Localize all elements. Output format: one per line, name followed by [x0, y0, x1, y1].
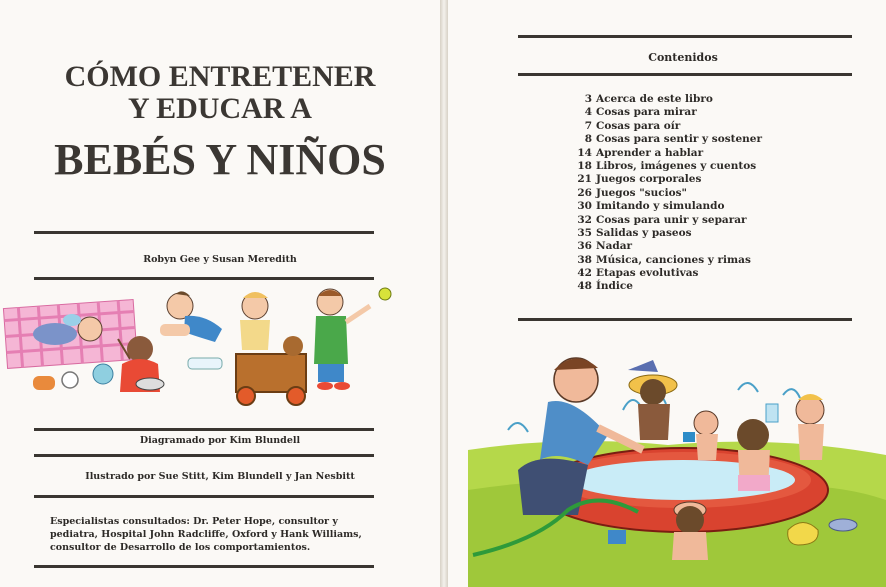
toc-title: Imitando y simulando: [596, 200, 725, 213]
toc-title: Índice: [596, 280, 633, 293]
toc-title: Cosas para unir y separar: [596, 213, 747, 226]
toc-entry: [576, 254, 762, 267]
toy-ball: [93, 364, 113, 384]
toc-title: Acerca de este libro: [596, 93, 713, 105]
toc-page-number: 18: [577, 159, 592, 172]
toc-page-number: 42: [577, 267, 592, 280]
book-title-line-2: Y EDUCAR A: [128, 92, 312, 125]
babies-playing-illustration: [0, 284, 440, 419]
standing-child-with-ball: [314, 288, 391, 390]
toc-entry: [576, 187, 762, 200]
divider-rule: [34, 231, 374, 234]
toc-entry: [576, 240, 762, 253]
left-page: [0, 0, 440, 587]
toc-entry: [576, 106, 762, 119]
toc-title: Etapas evolutivas: [596, 267, 699, 280]
divider-rule: [34, 565, 374, 568]
toc-page-number: 14: [577, 146, 592, 159]
table-of-contents: [576, 93, 762, 294]
illustrators-credit: Ilustrado por Sue Stitt, Kim Blundell y Jan Nesbitt: [85, 471, 355, 482]
toc-entry: [576, 93, 762, 106]
toc-title: Salidas y paseos: [596, 226, 692, 239]
toc-page-number: 21: [577, 173, 592, 186]
crawling-toddler: [160, 291, 222, 342]
book-title-line-3: BEBÉS Y NIÑOS: [54, 135, 386, 184]
divider-rule: [518, 35, 852, 38]
toc-entry: [576, 267, 762, 280]
toc-page-number: 4: [584, 106, 592, 119]
divider-rule: [34, 277, 374, 280]
toc-page-number: 26: [577, 186, 592, 199]
divider-rule: [34, 495, 374, 498]
toc-page-number: 32: [577, 213, 592, 226]
toc-page-number: 7: [584, 119, 592, 132]
book-title-line-1: CÓMO ENTRETENER: [64, 60, 376, 93]
consultants-credit: Especialistas consultados: Dr. Peter Hope, consultor y pediatra, Hospital John Radcliffe, Oxford y Hank Williams, consultor de Desarrollo de los comportamientos.: [50, 516, 362, 553]
authors: Robyn Gee y Susan Meredith: [143, 254, 297, 265]
toc-page-number: 3: [584, 93, 592, 105]
toy-duck: [788, 523, 818, 546]
divider-rule: [34, 428, 374, 431]
toc-title: Aprender a hablar: [596, 146, 704, 159]
toy-rattle: [33, 376, 55, 390]
toddler-with-walker: [236, 292, 306, 405]
toc-entry: [576, 280, 762, 293]
divider-rule: [518, 318, 852, 321]
toc-entry: [576, 214, 762, 227]
toc-title: Libros, imágenes y cuentos: [596, 159, 757, 172]
toc-title: Cosas para mirar: [596, 106, 697, 119]
toy-bottle: [188, 358, 222, 369]
toc-entry: [576, 133, 762, 146]
right-page: [448, 0, 886, 587]
toc-title: Cosas para oír: [596, 119, 681, 132]
book-gutter: [440, 0, 448, 587]
toc-page-number: 30: [577, 200, 592, 213]
toc-title: Juegos "sucios": [596, 186, 687, 199]
layout-credit: Diagramado por Kim Blundell: [139, 435, 301, 446]
toc-page-number: 36: [577, 240, 592, 253]
toc-page-number: 48: [577, 280, 592, 293]
toc-entry: [576, 147, 762, 160]
toy-ring: [62, 372, 78, 388]
toc-title: Nadar: [596, 240, 633, 253]
toc-title: Juegos corporales: [596, 173, 702, 186]
toc-entry: [576, 227, 762, 240]
toc-entry: [576, 120, 762, 133]
contents-heading: Contenidos: [648, 51, 718, 64]
paddling-pool-illustration: [448, 340, 886, 587]
toc-page-number: 8: [584, 133, 592, 146]
toc-title: Música, canciones y rimas: [596, 253, 751, 266]
toy-bucket: [608, 530, 626, 544]
divider-rule: [518, 73, 852, 76]
toc-page-number: 38: [577, 253, 592, 266]
toc-entry: [576, 160, 762, 173]
teddy-bear: [283, 336, 303, 356]
toc-entry: [576, 200, 762, 213]
toc-title: Cosas para sentir y sostener: [596, 133, 762, 146]
toy-boat: [829, 519, 857, 531]
toc-entry: [576, 173, 762, 186]
divider-rule: [34, 454, 374, 457]
child-in-pool-2: [737, 419, 770, 491]
toc-page-number: 35: [577, 226, 592, 239]
